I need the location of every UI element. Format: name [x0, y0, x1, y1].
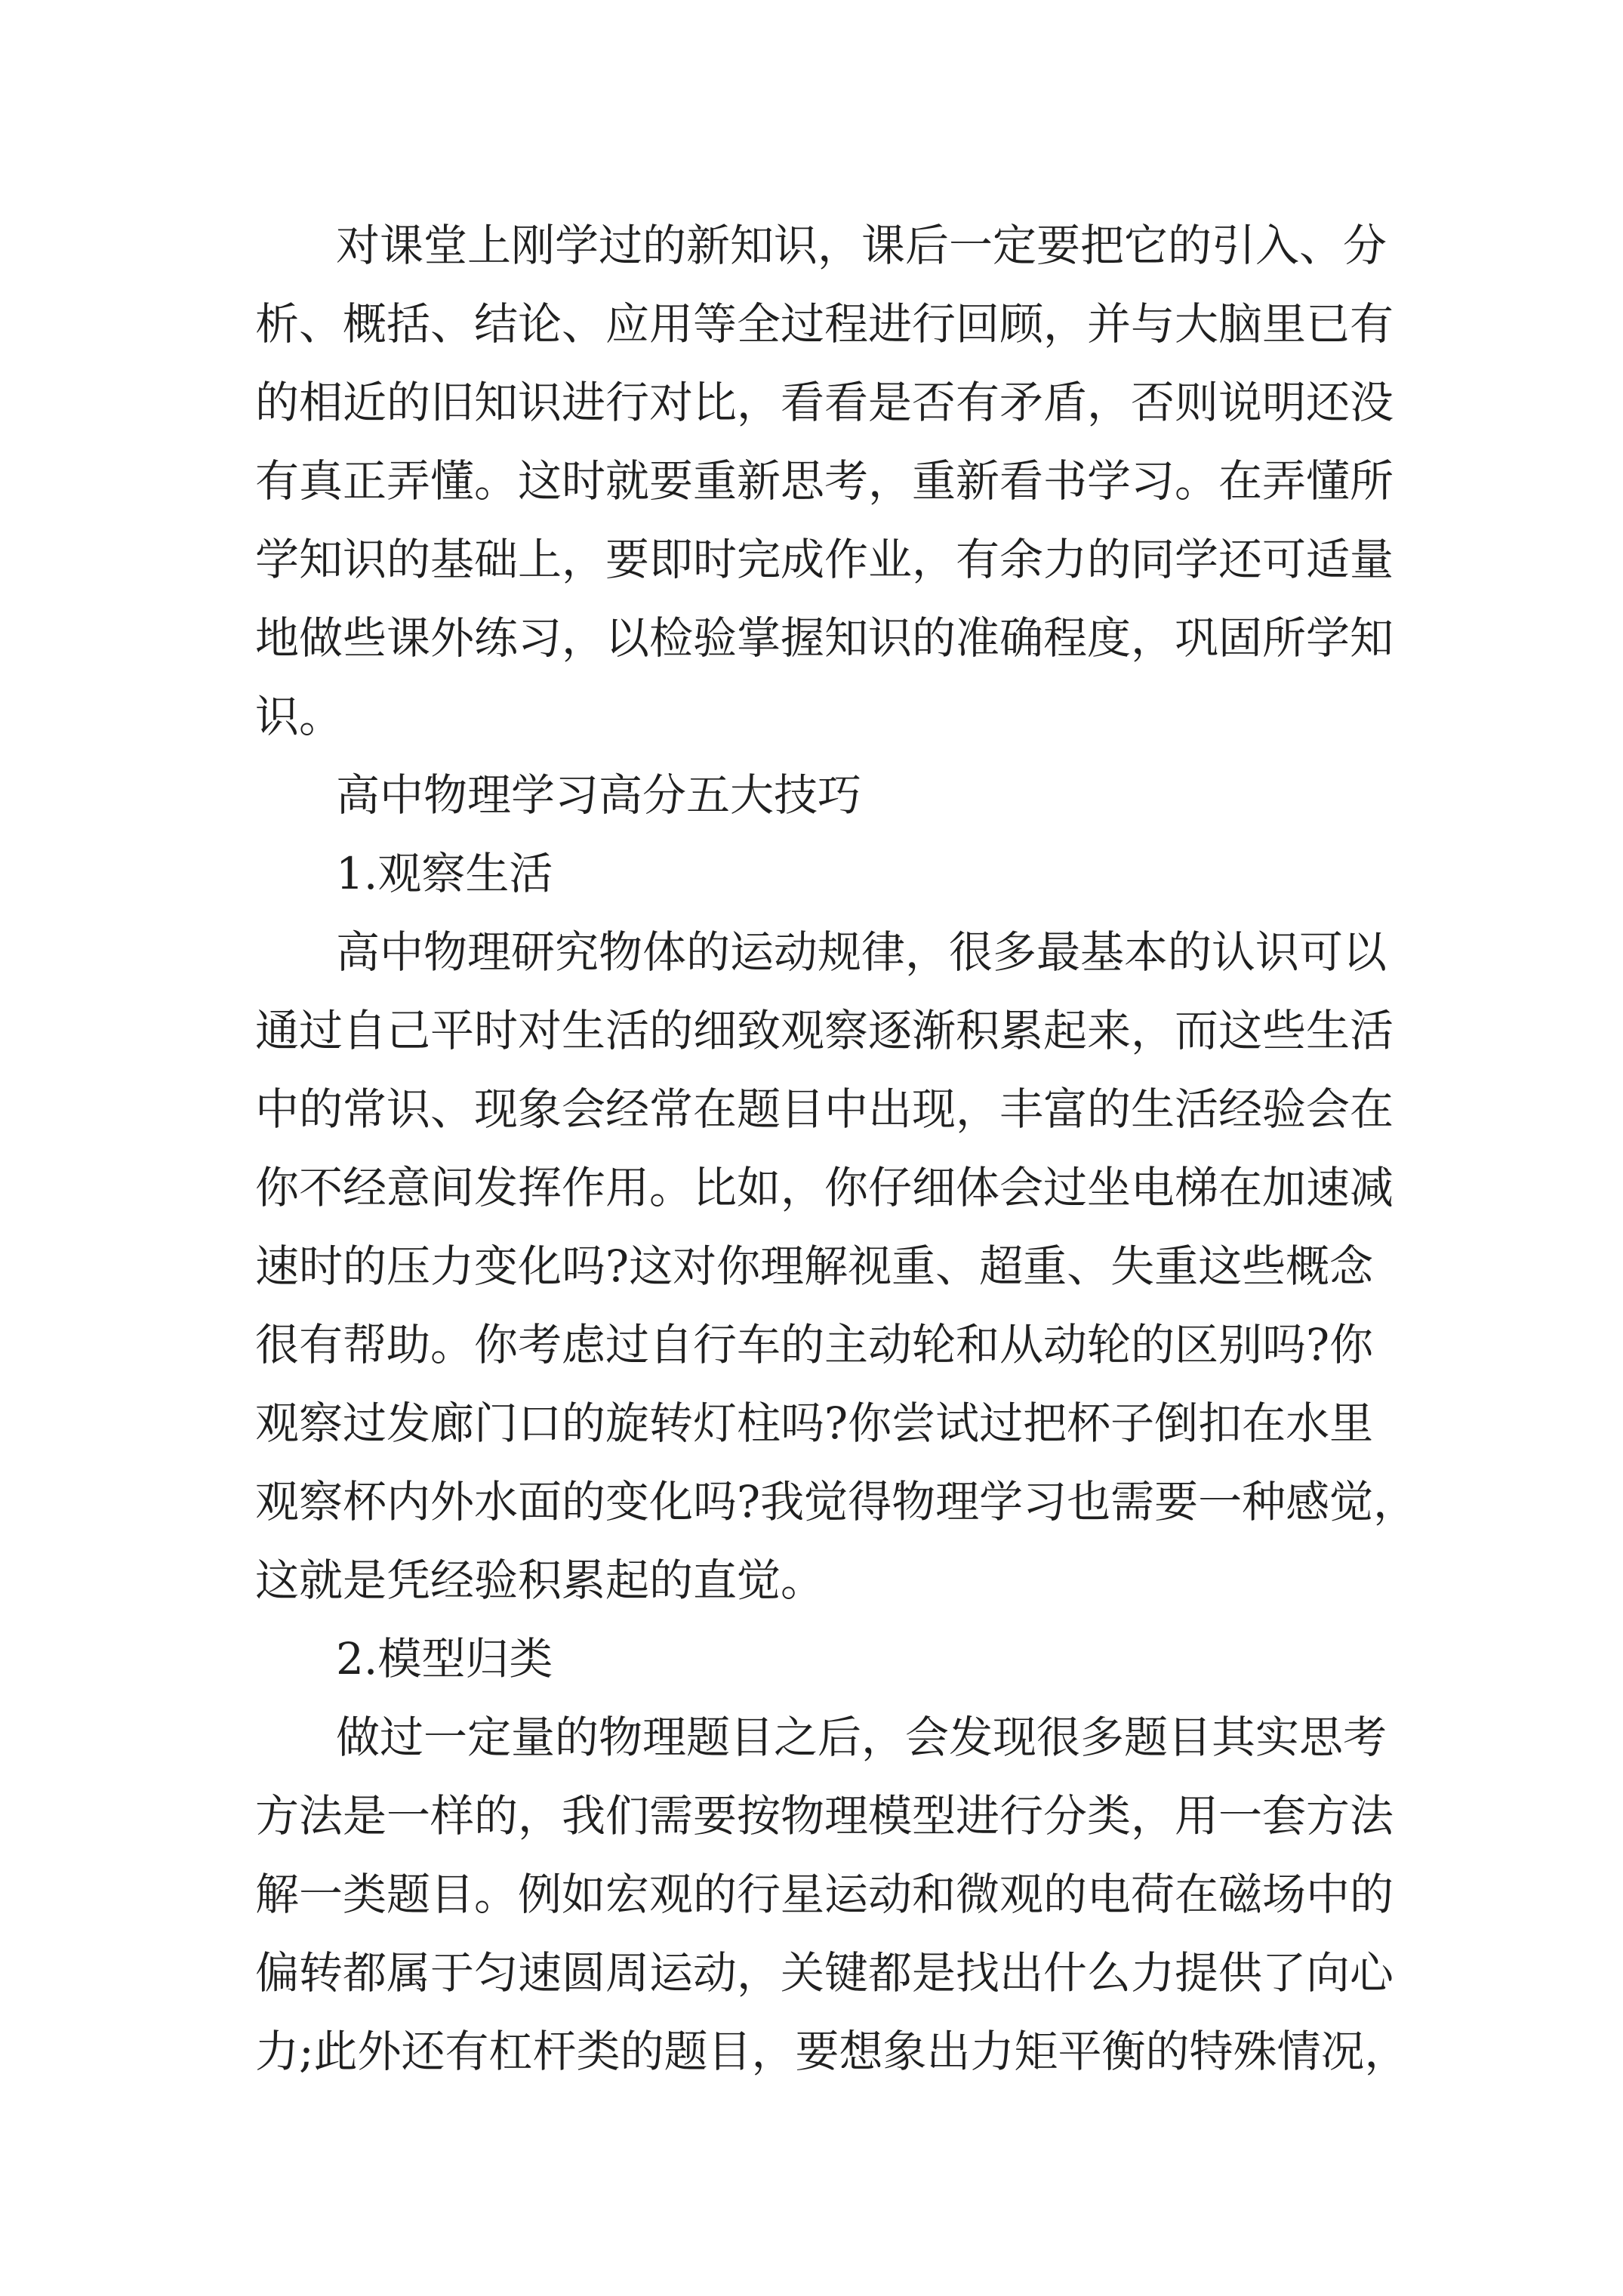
paragraph-line: 析、概括、结论、应用等全过程进行回顾，并与大脑里已有 — [255, 298, 1394, 350]
paragraph-line: 方法是一样的，我们需要按物理模型进行分类，用一套方法 — [255, 1790, 1394, 1841]
paragraph-line: 的相近的旧知识进行对比，看看是否有矛盾，否则说明还没 — [255, 377, 1394, 428]
paragraph-line: 观察杯内外水面的变化吗?我觉得物理学习也需要一种感觉， — [255, 1476, 1418, 1527]
subsection-heading: 1.观察生活 — [336, 848, 553, 899]
paragraph-line: 这就是凭经验积累起的直觉。 — [255, 1555, 825, 1606]
paragraph-line: 偏转都属于匀速圆周运动，关键都是找出什么力提供了向心 — [255, 1947, 1394, 1999]
paragraph-line: 学知识的基础上，要即时完成作业，有余力的同学还可适量 — [255, 534, 1394, 585]
paragraph-line: 很有帮助。你考虑过自行车的主动轮和从动轮的区别吗?你 — [255, 1319, 1374, 1370]
paragraph-line: 地做些课外练习，以检验掌握知识的准确程度，巩固所学知 — [255, 612, 1394, 664]
paragraph-line: 中的常识、现象会经常在题目中出现，丰富的生活经验会在 — [255, 1083, 1394, 1135]
paragraph-line: 高中物理研究物体的运动规律，很多最基本的认识可以 — [336, 926, 1387, 978]
paragraph-line: 速时的压力变化吗?这对你理解视重、超重、失重这些概念 — [255, 1240, 1374, 1292]
paragraph-line: 观察过发廊门口的旋转灯柱吗?你尝试过把杯子倒扣在水里 — [255, 1398, 1374, 1449]
paragraph-line: 对课堂上刚学过的新知识，课后一定要把它的引入、分 — [336, 220, 1387, 271]
paragraph-line: 做过一定量的物理题目之后，会发现很多题目其实思考 — [336, 1712, 1387, 1763]
subsection-heading: 2.模型归类 — [336, 1633, 553, 1684]
paragraph-line: 识。 — [255, 691, 343, 742]
paragraph-line: 你不经意间发挥作用。比如，你仔细体会过坐电梯在加速减 — [255, 1162, 1394, 1213]
paragraph-line: 力;此外还有杠杆类的题目，要想象出力矩平衡的特殊情况， — [255, 2026, 1409, 2077]
paragraph-line: 通过自己平时对生活的细致观察逐渐积累起来，而这些生活 — [255, 1005, 1394, 1056]
section-heading: 高中物理学习高分五大技巧 — [336, 769, 862, 821]
paragraph-line: 解一类题目。例如宏观的行星运动和微观的电荷在磁场中的 — [255, 1869, 1394, 1920]
paragraph-line: 有真正弄懂。这时就要重新思考，重新看书学习。在弄懂所 — [255, 455, 1394, 507]
